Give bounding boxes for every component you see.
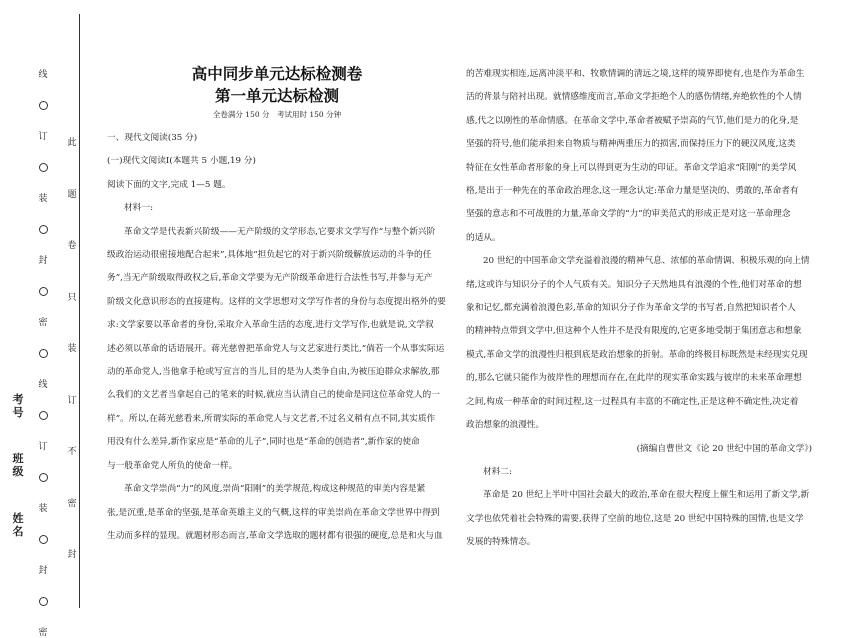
- seal-mark: 订: [38, 132, 48, 142]
- exam-title: 高中同步单元达标检测卷: [191, 65, 363, 83]
- seal-circle-icon: [34, 411, 52, 420]
- seal-circle-icon: [34, 349, 52, 358]
- text-line: 阶级文化意识形态的直接建构。这样的文学思想对文学写作者的身份与态度提出格外的要: [107, 296, 446, 307]
- outer-seal-marks: [34, 0, 52, 638]
- text-line: 革命文学崇尚“力”的风度,崇尚“阳刚”的美学规范,构成这种规范的审美内容是紧: [124, 484, 426, 495]
- text-line: 一、现代文阅读(35 分): [107, 133, 198, 143]
- text-line: 材料一:: [124, 203, 153, 214]
- seal-circle-icon: [34, 287, 52, 296]
- text-line: 张,是沉重,是革命的坚强,是革命英雄主义的气概,这样的审美崇尚在革命文学世界中得到: [107, 507, 440, 518]
- text-line: 的苦难现实相连,远离冲淡平和、牧歌情调的清远之境,这样的境界即使有,也是作为革命生: [466, 69, 805, 79]
- seal-mark: 卷: [67, 241, 77, 251]
- seal-mark: 线: [38, 70, 48, 80]
- text-line: 材料二:: [483, 466, 512, 477]
- text-line: 革命是 20 世纪上半叶中国社会最大的政治,革命在很大程度上催生和运用了新文学,新: [483, 490, 810, 501]
- seal-circle-icon: [34, 163, 52, 172]
- seal-mark: 装: [38, 194, 48, 204]
- seal-mark: 封: [67, 550, 77, 560]
- text-line: 20 世纪的中国革命文学充溢着浪漫的精神气息、浓郁的革命情调、积极乐观的向上情: [483, 256, 810, 267]
- text-line: 政治想象的浪漫性。: [466, 420, 545, 431]
- text-line: 文学也依凭着社会特殊的需要,获得了空前的地位,这是 20 世纪中国特殊的国情,也是文学: [466, 513, 804, 524]
- text-line: 求:文学家要以革命者的身份,采取介入革命生活的态度,进行文学写作,也就是说,文学叙: [107, 320, 434, 331]
- seal-circle-icon: [34, 473, 52, 482]
- left-column: [107, 63, 447, 548]
- seal-mark: 订: [67, 395, 77, 406]
- text-line: 坚强的意志和不可战胜的力量,革命文学的“力”的审美范式的形成正是对这一革命理念: [466, 209, 791, 220]
- field-label-banji: 班级: [12, 452, 24, 478]
- text-line: 么我们的文艺者当拿起自己的笔来的时候,就应当认清自己的使命是同这位革命党人的一: [107, 390, 440, 401]
- text-line: 之间,构成一种革命的时间过程,这一过程具有丰富的不确定性,正是这种不确定性,决定着: [466, 396, 799, 407]
- seal-mark: 订: [38, 442, 48, 452]
- seal-circle-icon: [34, 101, 52, 110]
- exam-subtitle: 全卷满分 150 分 考试用时 150 分钟: [212, 110, 342, 119]
- seal-mark: 只: [67, 292, 77, 303]
- text-line: 的,那么它就只能作为彼岸性的理想而存在,在此岸的现实革命实践与彼岸的未来革命理想: [466, 373, 802, 384]
- text-line: 特征在女性革命者形象的身上可以得到更为生动的印证。革命文学追求“阳刚”的美学风: [466, 162, 797, 173]
- text-line: 动的革命党人,当他拿手枪或写宣言的当儿,目的是为人类争自由,为被压迫群众求解放,那: [107, 367, 440, 378]
- field-label-xingming: 姓名: [12, 512, 24, 538]
- text-line: 模式,革命文学的浪漫性归根到底是政治想象的折射。革命的终极目标既然是未经现实兑现: [466, 349, 808, 360]
- seal-mark: 此: [67, 138, 77, 148]
- seal-mark: 密: [38, 318, 48, 328]
- seal-mark: 封: [38, 256, 48, 266]
- text-line: 务”,当无产阶级取得政权之后,革命文学要为无产阶级革命进行合法性书写,并参与无产: [107, 273, 433, 284]
- right-body-text: [466, 63, 812, 555]
- text-line: 感,代之以刚性的革命情感。在革命文学中,革命者被赋予崇高的气节,他们是力的化身,是: [466, 115, 799, 126]
- text-line: 用没有什么差异,新作家应是“革命的儿子”,同时也是“革命的创造者”,新作家的使命: [107, 437, 420, 448]
- seal-mark: 装: [38, 504, 48, 514]
- left-body-text: [107, 127, 447, 548]
- field-label-kaohao: 考号: [12, 393, 24, 419]
- text-line: 的适从。: [466, 232, 501, 243]
- seal-mark: 封: [38, 566, 48, 576]
- text-line: 阅读下面的文字,完成 1—5 题。: [107, 179, 231, 190]
- text-line: 象和记忆,都充满着浪漫色彩,革命的知识分子作为革命文学的书写者,自然把知识者个人: [466, 303, 796, 314]
- text-line: 格,是出于一种先在的革命政治理念,这一理念认定:革命力量是坚决的、勇敢的,革命者有: [466, 186, 799, 197]
- seal-circle-icon: [34, 225, 52, 234]
- text-line: (摘编自曹世文《论 20 世纪中国的革命文学》): [636, 443, 812, 454]
- seal-mark: 密: [38, 628, 48, 638]
- text-line: 与一般革命党人所负的使命一样。: [107, 460, 238, 471]
- text-line: 级政治运动很密接地配合起来”,具体地“担负起它的对于新兴阶级解放运动的斗争的任: [107, 250, 432, 261]
- binding-line: [79, 14, 80, 608]
- text-line: 的精神特点带到文学中,但这种个人性并不是没有限度的,它更多地受制于集团意志和想象: [466, 326, 802, 337]
- binding-margin: [0, 0, 92, 638]
- text-line: 革命文学是代表新兴阶级——无产阶级的文学形态,它要求文学写作“与整个新兴阶: [124, 226, 436, 237]
- text-line: 述必须以革命的话语展开。蒋光慈曾把革命党人与文艺家进行类比,“倘若一个从事实际运: [107, 343, 445, 354]
- unit-title: 第一单元达标检测: [214, 87, 339, 105]
- seal-mark: 密: [67, 498, 77, 509]
- seal-mark: 装: [67, 344, 77, 354]
- seal-mark: 题: [67, 189, 77, 200]
- seal-circle-icon: [34, 535, 52, 544]
- text-line: 样”。所以,在蒋光慈看来,所谓实际的革命党人与文艺者,不过名义稍有点不同,其实质作: [107, 413, 436, 424]
- seal-mark: 线: [38, 380, 48, 390]
- text-line: 发展的特殊情态。: [466, 537, 536, 548]
- right-column: [466, 63, 812, 555]
- text-line: 绪,这或许与知识分子的个人气质有关。知识分子天然地具有浪漫的个性,他们对革命的想: [466, 279, 802, 290]
- text-line: 坚强的符号,他们能承担来自物质与精神两重压力的损害,而保持压力下的硬汉风度,这类: [466, 139, 796, 150]
- text-line: (一)现代文阅读Ⅰ(本题共 5 小题,19 分): [107, 156, 256, 167]
- text-line: 生动而多样的显现。就题材形态而言,革命文学选取的题材都有很强的硬度,总是和火与血: [107, 530, 443, 541]
- seal-circle-icon: [34, 597, 52, 606]
- text-line: 活的背景与陪衬出现。就情感维度而言,革命文学拒绝个人的感伤情绪,弃绝软性的个人情: [466, 92, 802, 103]
- seal-mark: 不: [67, 447, 77, 457]
